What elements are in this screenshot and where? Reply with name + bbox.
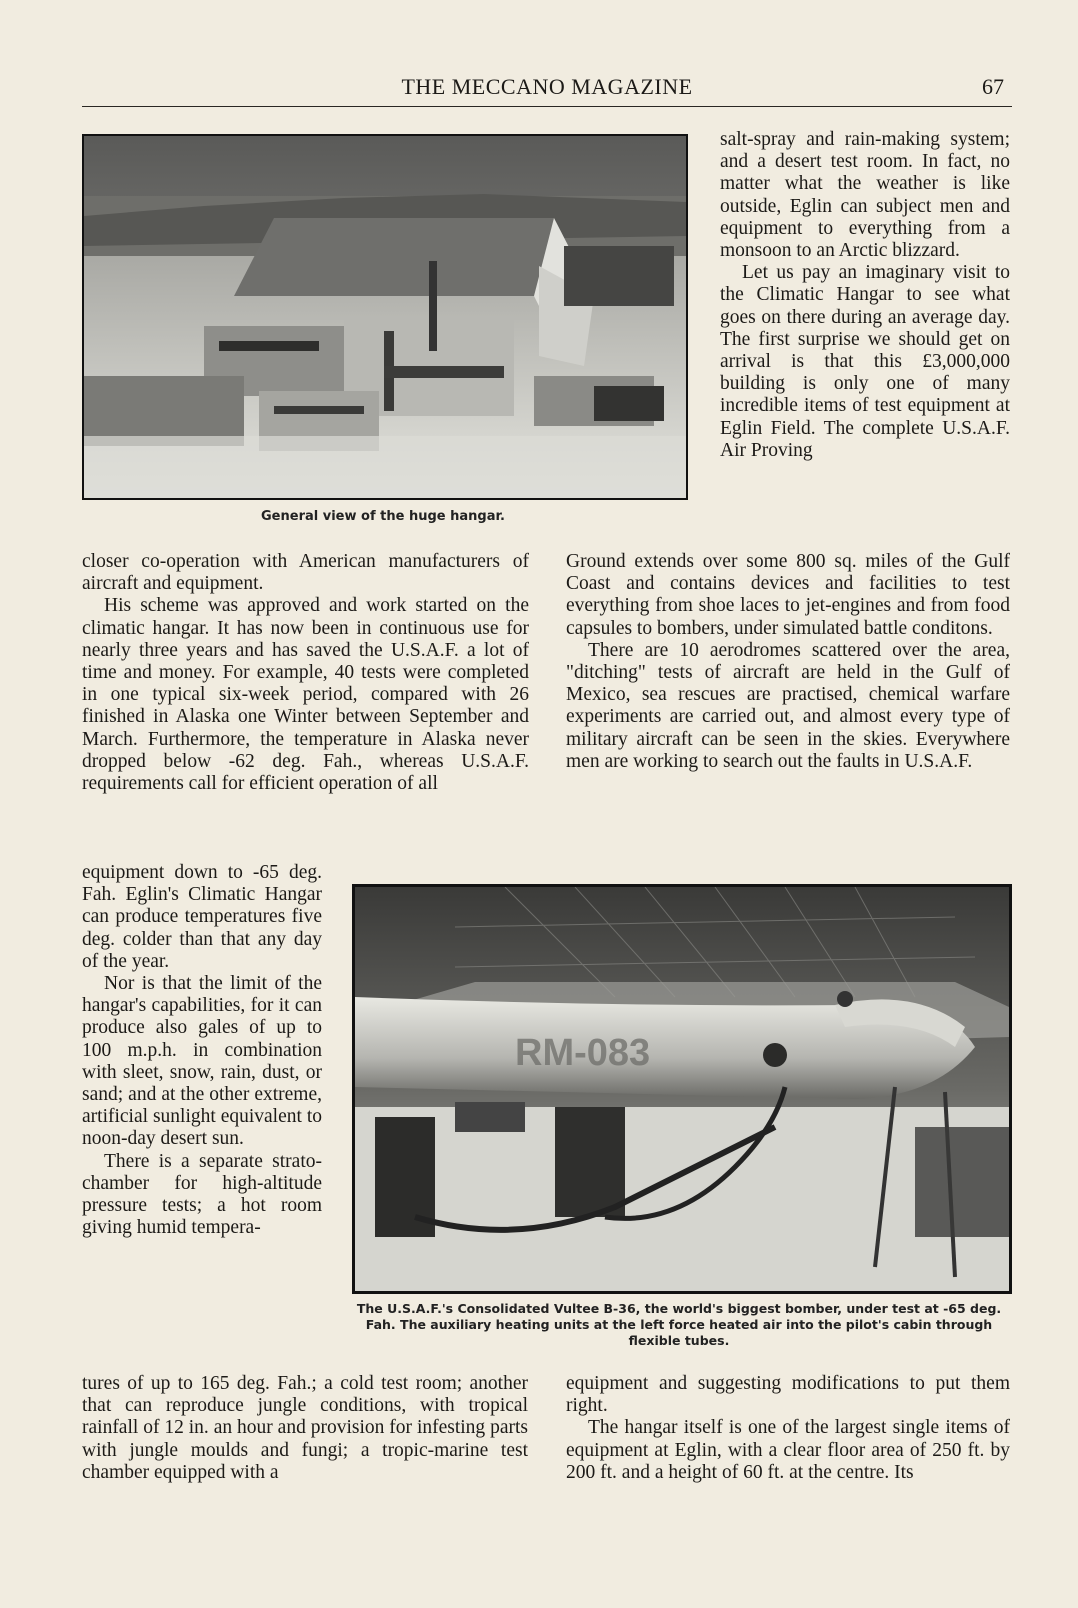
article-paragraph: equipment down to -65 deg. Fah. Eglin's Climatic Hangar can produce temperatures five deg. colder than that any day of the year. xyxy=(82,862,322,972)
article-paragraph: Ground extends over some 800 sq. miles of the Gulf Coast and contains devices and facilities to test everything from shoe laces to jet-engines and from food capsules to bombers, under simulated battle conditons. xyxy=(566,551,1010,639)
article-paragraph: tures of up to 165 deg. Fah.; a cold test room; another that can reproduce jungle conditions, with tropical rainfall of 12 in. an hour and provision for infesting parts with jungle moulds and fungi; a tropic-marine test chamber equipped with a xyxy=(82,1373,528,1483)
article-column-right-middle xyxy=(566,551,1010,773)
aircraft-marking: RM-083 xyxy=(515,1032,651,1074)
magazine-title: THE MECCANO MAGAZINE xyxy=(401,74,693,99)
running-header xyxy=(82,72,1012,107)
hangar-photo-caption: General view of the huge hangar. xyxy=(261,509,505,524)
article-column-left-narrow xyxy=(82,862,322,1239)
article-paragraph: closer co-operation with American manufacturers of aircraft and equipment. xyxy=(82,551,529,595)
article-paragraph: Nor is that the limit of the hangar's capabilities, for it can produce also gales of up to 100 m.p.h. in combination with sleet, snow, rain, dust, or sand; and at the other extreme, artificial sunlight equivalent to noon-day desert sun. xyxy=(82,973,322,1150)
article-column-right-bottom xyxy=(566,1373,1010,1484)
article-paragraph: There are 10 aerodromes scattered over the area, "ditching" tests of aircraft are held in the Gulf of Mexico, sea rescues are practised, chemical warfare experiments are carried out, and almost every type of military aircraft can be seen in the skies. Everywhere men are working to search out the faults in U.S.A.F. xyxy=(566,639,1010,772)
bomber-photo xyxy=(352,884,1012,1294)
hangar-photo xyxy=(82,134,688,500)
article-paragraph: The hangar itself is one of the largest single items of equipment at Eglin, with a clear floor area of 250 ft. by 200 ft. and a height of 60 ft. at the centre. Its xyxy=(566,1417,1010,1483)
article-paragraph: equipment and suggesting modifications to put them right. xyxy=(566,1373,1010,1417)
article-column-left-top xyxy=(82,551,529,795)
article-paragraph: There is a separate strato-chamber for high-altitude pressure tests; a hot room giving humid tempera- xyxy=(82,1150,322,1239)
bomber-photo-caption: The U.S.A.F.'s Consolidated Vultee B-36, the world's biggest bomber, under test at -65 deg. Fah. The auxiliary heating units at the left force heated air into the pilot's cabin through flexible tubes. xyxy=(356,1301,1002,1348)
article-column-left-bottom xyxy=(82,1373,528,1484)
hangar-photo-illustration xyxy=(84,136,686,498)
article-paragraph: Let us pay an imaginary visit to the Climatic Hangar to see what goes on there during an average day. The first surprise we should get on arrival is that this £3,000,000 building is only one of many incredible items of test equipment at Eglin Field. The complete U.S.A.F. Air Proving xyxy=(720,262,1010,461)
article-paragraph: salt-spray and rain-making system; and a desert test room. In fact, no matter what the weather is like outside, Eglin can subject men and equipment to everything from a monsoon to an Arctic blizzard. xyxy=(720,129,1010,262)
bomber-photo-illustration xyxy=(355,887,1009,1291)
page-number: 67 xyxy=(982,74,1004,99)
article-paragraph: His scheme was approved and work started on the climatic hangar. It has now been in continuous use for nearly three years and has saved the U.S.A.F. a lot of time and money. For example, 40 tests were completed in one typical six-week period, compared with 26 finished in Alaska one Winter between September and March. Furthermore, the temperature in Alaska never dropped below -62 deg. Fah., whereas U.S.A.F. requirements call for efficient operation of all xyxy=(82,595,529,795)
article-column-right-top xyxy=(720,129,1010,462)
